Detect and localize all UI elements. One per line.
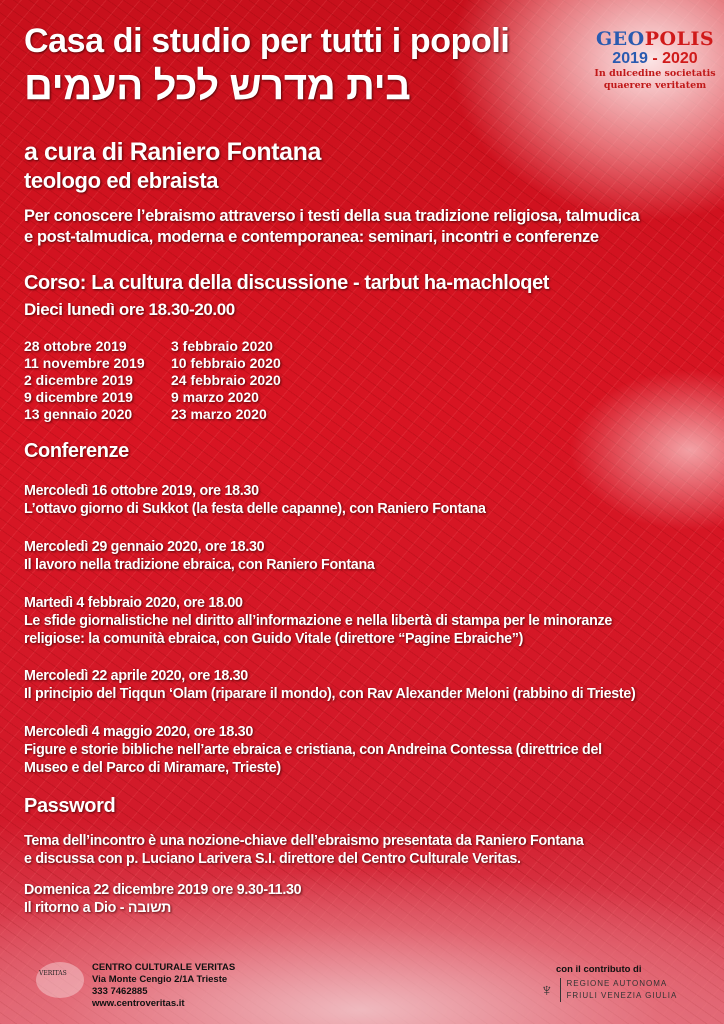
logo-years: 2019 - 2020 — [612, 50, 698, 67]
event: Mercoledì 4 maggio 2020, ore 18.30 Figure e storie bibliche nell’arte ebraica e cristiana, con Andreina Contessa (direttrice del Museo e del Parco di Miramare, Trieste) — [24, 724, 602, 776]
course-date: 2 dicembre 2019 — [24, 372, 133, 388]
course-date: 24 febbraio 2020 — [171, 372, 281, 388]
phone: 333 7462885 — [92, 986, 148, 997]
event: Mercoledì 16 ottobre 2019, ore 18.30 L’ottavo giorno di Sukkot (la festa delle capanne), con Raniero Fontana — [24, 483, 486, 517]
hebrew-title: בית מדרש לכל העמים — [24, 64, 411, 108]
description — [24, 206, 639, 248]
globe-icon: O — [627, 28, 645, 50]
logo-motto: In dulcedine societatis quaerere veritatem — [594, 68, 716, 91]
password-event: Domenica 22 dicembre 2019 ore 9.30-11.30 Il ritorno a Dio - תשובה — [24, 882, 302, 916]
password-text: Tema dell’incontro è una nozione-chiave dell’ebraismo presentata da Raniero Fontana e discussa con p. Luciano Larivera S.I. direttore del Centro Culturale Veritas. — [24, 833, 584, 867]
geopolis-logo — [590, 28, 720, 92]
course-date: 23 marzo 2020 — [171, 406, 267, 422]
logo-name: GEOPOLIS — [595, 28, 715, 50]
conferences-heading: Conferenze — [24, 440, 129, 462]
cross-globe-icon: O — [659, 28, 677, 50]
description-line: e post-talmudica, moderna e contemporanea: seminari, incontri e conferenze — [24, 228, 599, 246]
password-heading: Password — [24, 795, 116, 817]
address: Via Monte Cengio 2/1A Trieste — [92, 974, 228, 985]
event: Mercoledì 22 aprile 2020, ore 18.30 Il principio del Tiqqun ‘Olam (riparare il mondo), con Rav Alexander Meloni (rabbino di Trieste) — [24, 668, 636, 702]
course-date: 9 dicembre 2019 — [24, 389, 133, 405]
curator: a cura di Raniero Fontana — [24, 138, 322, 166]
veritas-logo: VERITAS — [36, 962, 84, 998]
course-date: 28 ottobre 2019 — [24, 338, 127, 354]
course-dates — [24, 338, 311, 423]
event: Mercoledì 29 gennaio 2020, ore 18.30 Il lavoro nella tradizione ebraica, con Raniero Fontana — [24, 539, 375, 573]
event: Martedì 4 febbraio 2020, ore 18.00 Le sfide giornalistiche nel diritto all’informazione e nella libertà di stampa per le minoranze religiose: la comunità ebraica, con Guido Vitale (direttore “Pagine Ebraiche”) — [24, 595, 612, 647]
course-date: 11 novembre 2019 — [24, 355, 145, 371]
curator-role: teologo ed ebraista — [24, 168, 219, 193]
eagle-icon: ♆ — [540, 979, 554, 1000]
course-date: 10 febbraio 2020 — [171, 355, 281, 371]
contribution-label: con il contributo di — [556, 964, 642, 975]
title: Casa di studio per tutti i popoli — [24, 22, 510, 60]
description-line: Per conoscere l’ebraismo attraverso i testi della sua tradizione religiosa, talmudica — [24, 207, 640, 225]
footer-contact — [92, 962, 235, 1010]
course-title: Corso: La cultura della discussione - tarbut ha-machloqet — [24, 272, 550, 294]
course-date: 13 gennaio 2020 — [24, 406, 133, 422]
website-link[interactable]: www.centroveritas.it — [92, 998, 185, 1009]
org-name: CENTRO CULTURALE VERITAS — [92, 962, 236, 973]
course-schedule: Dieci lunedì ore 18.30-20.00 — [24, 300, 235, 319]
course-date: 9 marzo 2020 — [171, 389, 259, 405]
region-logo: ♆ REGIONE AUTONOMA FRIULI VENEZIA GIULIA — [540, 979, 678, 1000]
course-date: 3 febbraio 2020 — [171, 338, 273, 354]
